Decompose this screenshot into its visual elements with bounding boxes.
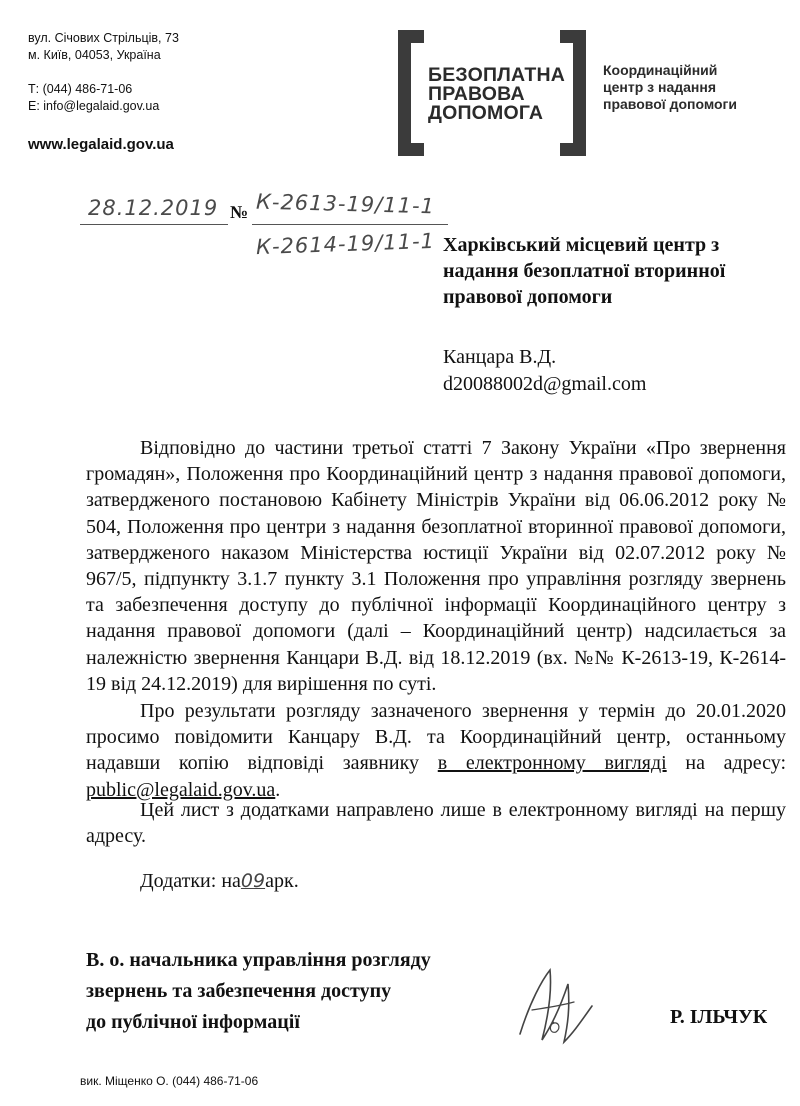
registration-number-sign: № bbox=[230, 202, 249, 222]
signatory-title-line: В. о. начальника управління розгляду bbox=[86, 949, 431, 971]
logo-bracket-left bbox=[398, 30, 411, 156]
recipient-line: надання безоплатної вторинної bbox=[443, 260, 726, 282]
logo-bracket-right bbox=[573, 30, 586, 156]
attachments-suffix: арк. bbox=[265, 870, 299, 892]
logo-line: БЕЗОПЛАТНА bbox=[428, 64, 566, 86]
registration-date: 28.12.2019 bbox=[88, 196, 219, 220]
logo-line: ДОПОМОГА bbox=[428, 102, 544, 124]
body-paragraph-2 bbox=[86, 698, 786, 803]
sender-address bbox=[28, 30, 179, 115]
electronic-form-underlined: в електронному вигляді bbox=[437, 752, 667, 775]
attachments-prefix: Додатки: на bbox=[140, 870, 241, 892]
body-paragraph-1: Відповідно до частини третьої статті 7 Закону України «Про звернення громадян», Положення про Координаційний центр з надання правової допомоги, затвердженого постановою Кабінету Міністрів України від 06.06.2012 року № 504, Положення про центри з надання безоплатної вторинної правової допомоги, затвердженого наказом Міністерства юстиції України від 02.07.2012 року № 967/5, підпункту 3.1.7 пункту 3.1 Положення про управління розгляду звернень та забезпечення доступу до публічної інформації Координаційного центру з надання правової допомоги (далі – Координаційний центр) надсилається за належністю звернення Канцари В.Д. від 18.12.2019 (вх. №№ К-2613-19, К-2614-19 від 24.12.2019) для вирішення по суті. bbox=[86, 437, 786, 695]
recipient-line: Харківський місцевий центр з bbox=[443, 234, 720, 256]
address-phone: Т: (044) 486-71-06 bbox=[28, 82, 133, 96]
address-city: м. Київ, 04053, Україна bbox=[28, 48, 161, 62]
applicant-name: Канцара В.Д. bbox=[443, 346, 557, 368]
logo-bracket-right-bottom bbox=[560, 143, 586, 156]
signatory-name: Р. ІЛЬЧУК bbox=[670, 1006, 768, 1028]
applicant-email: d20088002d@gmail.com bbox=[443, 373, 647, 395]
logo-line: ПРАВОВА bbox=[428, 83, 525, 105]
attachments bbox=[140, 870, 299, 893]
date-underline bbox=[80, 224, 228, 225]
paragraph-2-text: Про результати розгляду зазначеного звернення у термін до 20.01.2020 просимо повідомити Канцару В.Д. та Координаційний центр, останньому надавши копію відповіді заявнику bbox=[86, 700, 786, 775]
logo-bracket-left-top bbox=[398, 30, 424, 43]
registration-number-1: К-2613-19/11-1 bbox=[255, 189, 436, 219]
handwritten-signature bbox=[512, 962, 602, 1052]
legal-aid-logo bbox=[398, 30, 586, 156]
org-name-line: правової допомоги bbox=[603, 96, 737, 112]
registration-number-2: К-2614-19/11-1 bbox=[255, 228, 436, 260]
executor-note: вик. Міщенко О. (044) 486-71-06 bbox=[80, 1074, 259, 1088]
org-name bbox=[603, 62, 737, 113]
public-email-link[interactable]: public@legalaid.gov.ua bbox=[86, 778, 276, 801]
website-link[interactable]: www.legalaid.gov.ua bbox=[28, 136, 174, 153]
org-name-line: Координаційний bbox=[603, 62, 718, 78]
recipient-line: правової допомоги bbox=[443, 286, 613, 308]
paragraph-2-address-label: на адресу: bbox=[685, 752, 787, 775]
spacer bbox=[28, 64, 179, 81]
address-street: вул. Січових Стрільців, 73 bbox=[28, 31, 179, 45]
signatory-title bbox=[86, 945, 431, 1038]
logo-bracket-left-bottom bbox=[398, 143, 424, 156]
org-name-line: центр з надання bbox=[603, 79, 716, 95]
recipient-organization bbox=[443, 232, 783, 310]
body-paragraph-3: Цей лист з додатками направлено лише в електронному вигляді на першу адресу. bbox=[86, 799, 786, 848]
address-email: E: info@legalaid.gov.ua bbox=[28, 99, 160, 113]
applicant bbox=[443, 344, 646, 398]
logo-bracket-right-top bbox=[560, 30, 586, 43]
number-underline bbox=[252, 224, 448, 225]
paragraph-2-end: . bbox=[275, 778, 281, 801]
signatory-title-line: звернень та забезпечення доступу bbox=[86, 980, 392, 1002]
signatory-title-line: до публічної інформації bbox=[86, 1011, 300, 1033]
logo-text bbox=[428, 66, 565, 123]
attachments-count: 09 bbox=[240, 870, 266, 892]
